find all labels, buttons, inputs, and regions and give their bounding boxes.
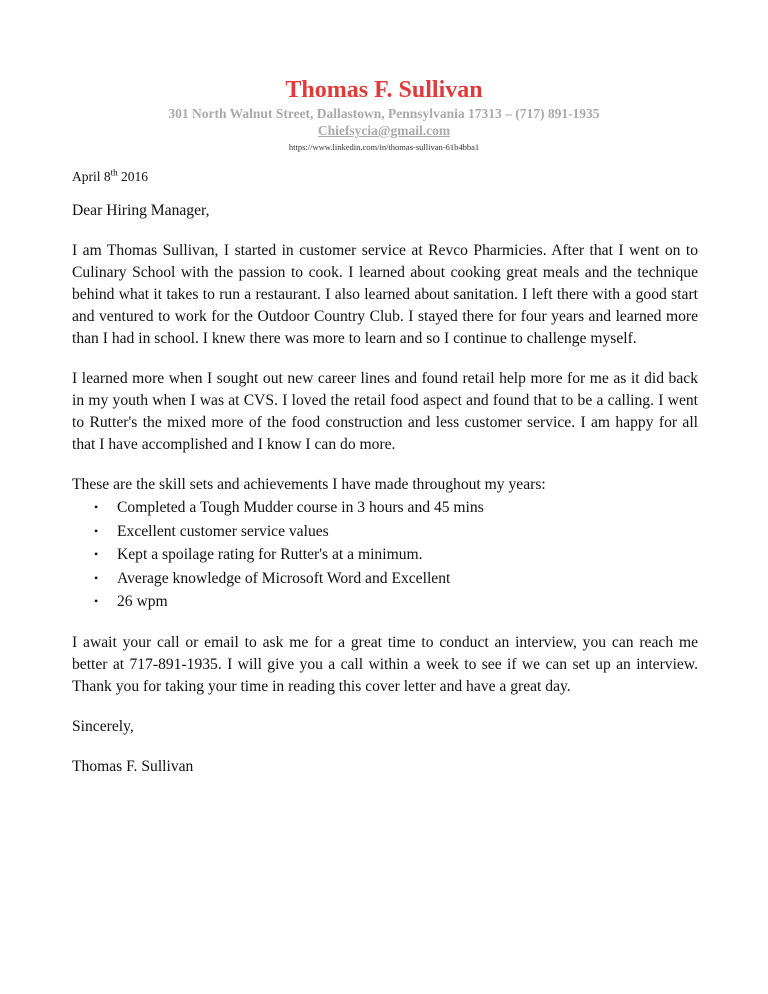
letterhead bbox=[0, 76, 768, 153]
bullet-icon: • bbox=[94, 523, 99, 538]
skill-text: Excellent customer service values bbox=[117, 522, 329, 540]
sender-linkedin-url[interactable]: https://www.linkedin.com/in/thomas-sullivan-61b4bba1 bbox=[288, 142, 480, 152]
list-item bbox=[94, 520, 698, 544]
date-year: 2016 bbox=[117, 169, 149, 184]
signoff: Sincerely, bbox=[72, 717, 134, 735]
letter-body bbox=[72, 168, 698, 778]
skills-list bbox=[72, 496, 698, 614]
signature-name: Thomas F. Sullivan bbox=[72, 757, 194, 775]
bullet-icon: • bbox=[94, 500, 99, 514]
list-item bbox=[94, 567, 698, 591]
skill-text: Completed a Tough Mudder course in 3 hours and 45 mins bbox=[117, 499, 484, 516]
letter-date bbox=[72, 168, 698, 186]
skill-text: Kept a spoilage rating for Rutter's at a minimum. bbox=[117, 546, 423, 563]
list-item bbox=[94, 496, 698, 520]
paragraph-intro: I am Thomas Sullivan, I started in customer service at Revco Pharmicies. After that I went on to Culinary School with the passion to cook. I learned about cooking great meals and the technique behind what it takes to run a restaurant. I also learned about sanitation. I left there with a good start and ventured to work for the Outdoor Country Club. I stayed there for four years and learned more than I had in school. I knew there was more to learn and so I continue to challenge myself. bbox=[72, 242, 698, 347]
paragraph-experience: I learned more when I sought out new career lines and found retail help more for me as it did back in my youth when I was at CVS. I loved the retail food aspect and found that to be a calling. I went to Rutter's the mixed more of the food construction and less customer service. I am happy for all that I have accomplished and I know I can do more. bbox=[72, 370, 698, 453]
bullet-icon: • bbox=[94, 570, 99, 585]
skills-intro: These are the skill sets and achievements I have made throughout my years: bbox=[72, 476, 546, 493]
date-ordinal-suffix: th bbox=[110, 167, 118, 178]
skill-text: Average knowledge of Microsoft Word and Excellent bbox=[117, 569, 451, 587]
salutation: Dear Hiring Manager, bbox=[72, 202, 210, 219]
bullet-icon: • bbox=[94, 594, 99, 608]
paragraph-closing: I await your call or email to ask me for a great time to conduct an interview, you can reach me better at 717-891-1935. I will give you a call within a week to see if we can set up an interview. Thank you for taking your time in reading this cover letter and have a great day. bbox=[72, 633, 698, 695]
skill-text: 26 wpm bbox=[117, 593, 168, 610]
list-item bbox=[94, 543, 698, 567]
bullet-icon: • bbox=[94, 547, 99, 561]
sender-email-link[interactable]: Chiefsycia@gmail.com bbox=[317, 123, 451, 138]
date-month-day: April 8 bbox=[72, 169, 111, 184]
sender-address: 301 North Walnut Street, Dallastown, Pennsylvania 17313 – (717) 891-1935 bbox=[168, 106, 600, 121]
sender-name: Thomas F. Sullivan bbox=[285, 77, 483, 103]
list-item bbox=[94, 590, 698, 614]
